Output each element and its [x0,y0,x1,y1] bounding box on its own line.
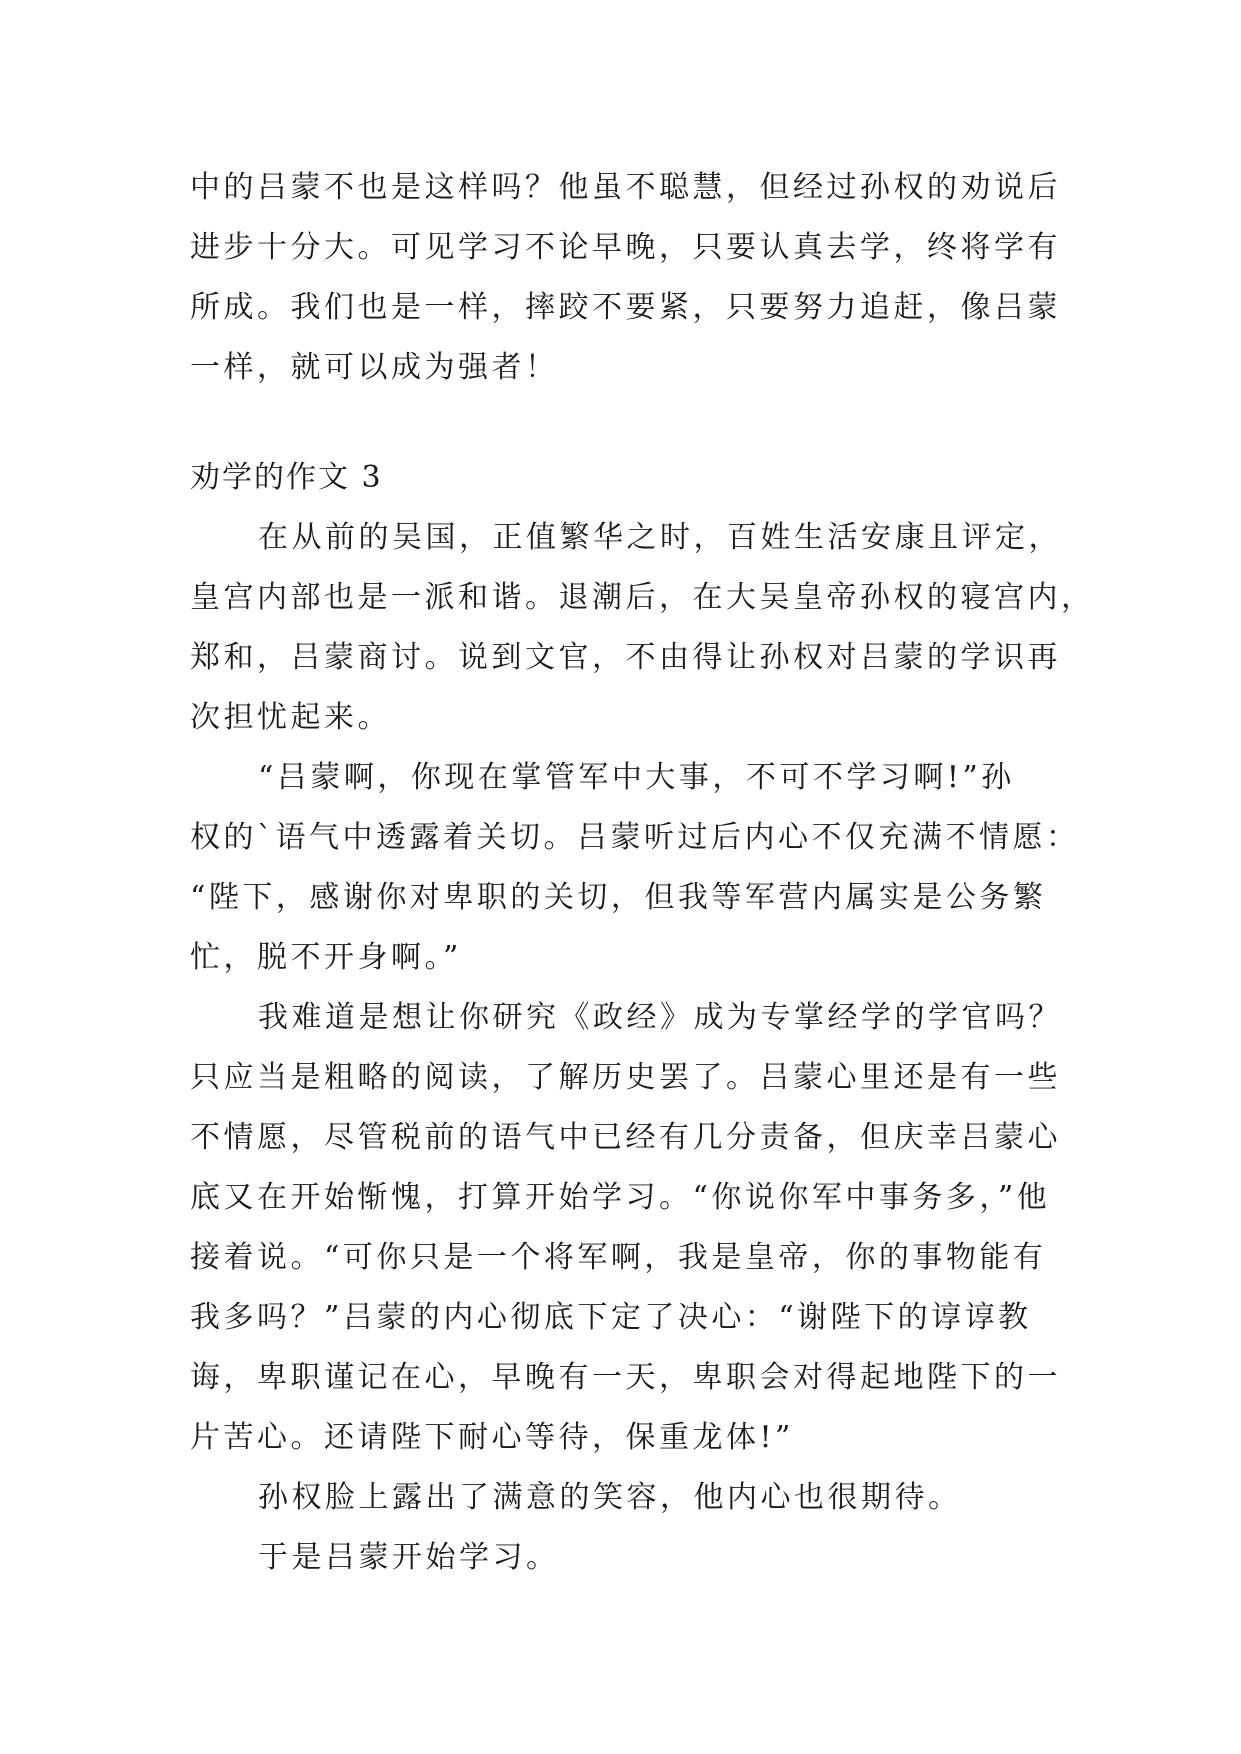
body-line: 底又在开始惭愧，打算开始学习。“你说你军中事务多，”他 [190,1180,1051,1215]
body-line: “陛下，感谢你对卑职的关切，但我等军营内属实是公务繁 [190,880,1047,915]
body-line: 郑和，吕蒙商讨。说到文官，不由得让孙权对吕蒙的学识再 [190,640,1061,675]
body-line: 只应当是粗略的阅读，了解历史罢了。吕蒙心里还是有一些 [190,1060,1061,1095]
body-line: 权的`语气中透露着关切。吕蒙听过后内心不仅充满不情愿： [190,820,1080,855]
intro-line: 一样，就可以成为强者！ [190,350,559,385]
intro-line: 所成。我们也是一样，摔跤不要紧，只要努力追赶，像吕蒙 [190,290,1061,325]
body-line: 接着说。“可你只是一个将军啊，我是皇帝，你的事物能有 [190,1240,1047,1275]
body-line: 我多吗？”吕蒙的内心彻底下定了决心：“谢陛下的谆谆教 [190,1300,1032,1335]
body-line: 忙，脱不开身啊。” [190,940,462,975]
body-line: 于是吕蒙开始学习。 [258,1540,560,1575]
body-line: 皇宫内部也是一派和谐。退潮后，在大吴皇帝孙权的寝宫内， [190,580,1095,615]
body-line: 次担忧起来。 [190,700,391,735]
intro-line: 进步十分大。可见学习不论早晚，只要认真去学，终将学有 [190,230,1061,265]
body-line: 不情愿，尽管税前的语气中已经有几分责备，但庆幸吕蒙心 [190,1120,1061,1155]
body-line: 诲，卑职谨记在心，早晚有一天，卑职会对得起地陛下的一 [190,1360,1061,1395]
body-line: “吕蒙啊，你现在掌管军中大事，不可不学习啊!”孙 [258,760,1015,795]
section-title: 劝学的作文 3 [190,460,383,495]
intro-line: 中的吕蒙不也是这样吗？他虽不聪慧，但经过孙权的劝说后 [190,170,1061,205]
body-line: 孙权脸上露出了满意的笑容，他内心也很期待。 [258,1480,962,1515]
body-line: 片苦心。还请陛下耐心等待，保重龙体!” [190,1420,794,1455]
body-line: 我难道是想让你研究《政经》成为专掌经学的学官吗？ [258,1000,1062,1035]
body-line: 在从前的吴国，正值繁华之时，百姓生活安康且评定， [258,520,1062,555]
